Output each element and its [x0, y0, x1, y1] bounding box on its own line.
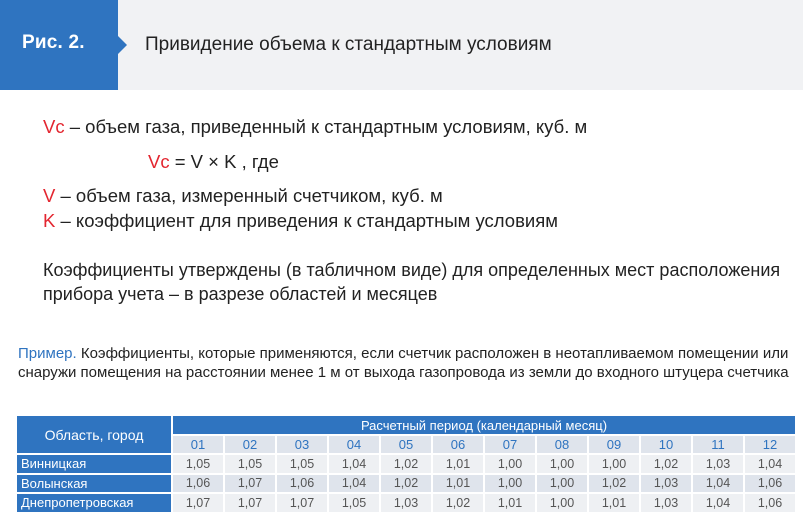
coefficient-cell: 1,00 [537, 455, 587, 473]
coefficient-cell: 1,01 [433, 455, 483, 473]
month-header: 08 [537, 436, 587, 453]
figure-header [0, 0, 803, 90]
coefficient-cell: 1,06 [745, 494, 795, 512]
coefficient-cell: 1,07 [225, 475, 275, 493]
region-name: Волынская [17, 475, 171, 493]
vc-symbol: Vc [43, 116, 65, 137]
example-lead: Пример. [18, 345, 77, 362]
coefficient-cell: 1,03 [693, 455, 743, 473]
vc-definition [43, 116, 587, 138]
coefficient-cell: 1,04 [329, 455, 379, 473]
coefficient-cell: 1,00 [485, 455, 535, 473]
coefficient-cell: 1,05 [173, 455, 223, 473]
main-formula [148, 151, 279, 173]
month-header: 09 [589, 436, 639, 453]
month-header: 04 [329, 436, 379, 453]
coefficient-cell: 1,00 [537, 475, 587, 493]
coefficient-cell: 1,05 [225, 455, 275, 473]
month-header: 12 [745, 436, 795, 453]
coefficient-cell: 1,07 [173, 494, 223, 512]
coefficient-cell: 1,00 [537, 494, 587, 512]
coefficient-cell: 1,04 [693, 494, 743, 512]
table-row [17, 494, 795, 512]
v-definition [43, 185, 443, 207]
coefficient-cell: 1,04 [693, 475, 743, 493]
main-formula-symbol: Vc [148, 151, 170, 172]
coefficient-cell: 1,02 [641, 455, 691, 473]
month-header: 07 [485, 436, 535, 453]
coefficient-cell: 1,03 [381, 494, 431, 512]
coefficient-cell: 1,07 [225, 494, 275, 512]
example-text: Коэффициенты, которые применяются, если счетчик расположен в неотапливаемом помещении или снаружи помещения на расстоянии менее 1 м от выхода газопровода из земли до входного штуцера счетчика [18, 345, 789, 381]
month-header: 06 [433, 436, 483, 453]
month-header: 11 [693, 436, 743, 453]
month-header: 01 [173, 436, 223, 453]
coefficient-cell: 1,06 [173, 475, 223, 493]
coefficient-cell: 1,02 [589, 475, 639, 493]
region-name: Днепропетровская [17, 494, 171, 512]
coefficient-cell: 1,06 [277, 475, 327, 493]
coefficient-cell: 1,00 [589, 455, 639, 473]
month-header: 10 [641, 436, 691, 453]
coefficient-cell: 1,07 [277, 494, 327, 512]
vc-definition-text: – объем газа, приведенный к стандартным условиям, куб. м [64, 116, 588, 137]
coefficient-cell: 1,06 [745, 475, 795, 493]
month-header: 03 [277, 436, 327, 453]
figure-title: Привидение объема к стандартным условиям [145, 34, 552, 55]
coefficient-cell: 1,03 [641, 494, 691, 512]
coefficient-cell: 1,01 [589, 494, 639, 512]
example-note [18, 344, 798, 382]
coefficients-table-wrap [15, 414, 791, 514]
figure-number: Рис. 2. [22, 32, 85, 53]
coefficient-cell: 1,05 [277, 455, 327, 473]
month-header: 02 [225, 436, 275, 453]
region-name: Винницкая [17, 455, 171, 473]
coefficient-cell: 1,04 [329, 475, 379, 493]
table-row [17, 455, 795, 473]
k-definition [43, 210, 558, 232]
coefficient-cell: 1,03 [641, 475, 691, 493]
coefficient-cell: 1,01 [433, 475, 483, 493]
coefficient-cell: 1,04 [745, 455, 795, 473]
coefficient-cell: 1,01 [485, 494, 535, 512]
coefficients-table [15, 414, 797, 514]
period-header: Расчетный период (календарный месяц) [173, 416, 795, 434]
v-definition-text: – объем газа, измеренный счетчиком, куб. м [55, 185, 443, 206]
k-symbol: K [43, 210, 56, 231]
coefficient-cell: 1,00 [485, 475, 535, 493]
coefficients-paragraph: Коэффициенты утверждены (в табличном виде) для определенных мест расположения прибора учета – в разрезе областей и месяцев [43, 260, 781, 304]
main-formula-text: = V × K , где [169, 151, 279, 172]
chevron-right-icon [118, 36, 130, 54]
table-row [17, 475, 795, 493]
k-definition-text: – коэффициент для приведения к стандартным условиям [55, 210, 558, 231]
month-header: 05 [381, 436, 431, 453]
region-column-header: Область, город [17, 416, 171, 453]
coefficient-cell: 1,02 [381, 475, 431, 493]
coefficient-cell: 1,02 [381, 455, 431, 473]
figure-label-tab [0, 0, 118, 90]
v-symbol: V [43, 185, 56, 206]
coefficient-cell: 1,02 [433, 494, 483, 512]
coefficient-cell: 1,05 [329, 494, 379, 512]
